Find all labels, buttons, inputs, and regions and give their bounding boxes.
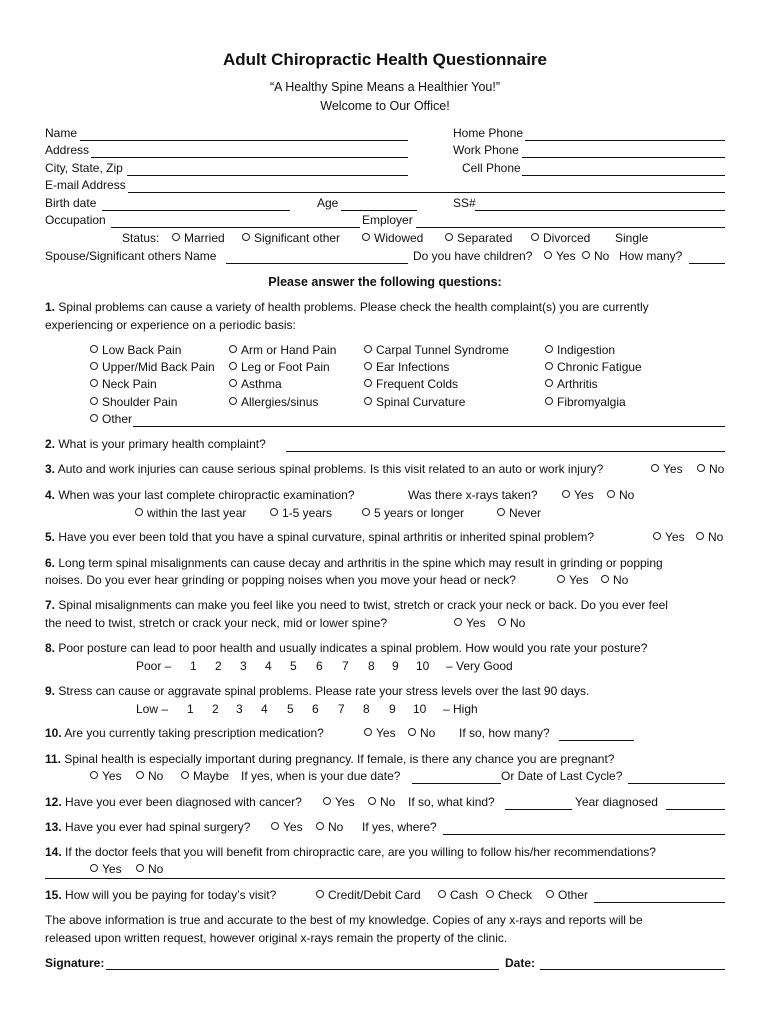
occupation-label: Occupation xyxy=(45,213,106,227)
q4-5-years-longer[interactable]: 5 years or longer xyxy=(362,506,464,521)
q1-ear-infections[interactable]: Ear Infections xyxy=(364,360,449,375)
children-label: Do you have children? xyxy=(413,249,533,263)
radio-icon xyxy=(546,890,554,898)
birth-date-label: Birth date xyxy=(45,196,97,210)
checkbox-icon xyxy=(90,345,98,353)
checkbox-icon xyxy=(90,379,98,387)
q8-rating-3[interactable]: 3 xyxy=(240,659,247,673)
radio-icon xyxy=(601,575,609,583)
children-no[interactable]: No xyxy=(582,249,609,264)
q15-credit-card[interactable]: Credit/Debit Card xyxy=(316,888,421,903)
q12-text: 12. Have you ever been diagnosed with cancer? xyxy=(45,795,302,809)
q15-other-field[interactable] xyxy=(594,890,725,903)
name-field[interactable] xyxy=(80,128,408,141)
q12-year-field[interactable] xyxy=(666,797,725,810)
how-many-label: How many? xyxy=(619,249,683,263)
radio-icon xyxy=(90,771,98,779)
radio-icon xyxy=(696,532,704,540)
work-phone-label: Work Phone xyxy=(453,143,519,157)
q11-due-label: If yes, when is your due date? xyxy=(241,769,401,783)
q9-rating-4[interactable]: 4 xyxy=(261,702,268,716)
radio-icon xyxy=(135,508,143,516)
address-field[interactable] xyxy=(91,145,408,158)
q13-where-field[interactable] xyxy=(443,822,725,835)
checkbox-icon xyxy=(229,362,237,370)
q15-text: 15. How will you be paying for today’s visit? xyxy=(45,888,277,902)
disclaimer-text: The above information is true and accurate to the best of my knowledge. Copies of any x-rays and reports will be xyxy=(45,913,643,927)
radio-icon xyxy=(557,575,565,583)
city-label: City, State, Zip xyxy=(45,161,123,175)
home-phone-label: Home Phone xyxy=(453,126,524,140)
q8-low-label: Poor – xyxy=(136,659,172,673)
email-field[interactable] xyxy=(128,180,725,193)
q9-rating-7[interactable]: 7 xyxy=(338,702,345,716)
status-single[interactable]: Single xyxy=(615,231,649,245)
q12-no[interactable]: No xyxy=(368,795,395,810)
q1-indigestion[interactable]: Indigestion xyxy=(545,343,615,358)
checkbox-icon xyxy=(229,379,237,387)
q8-rating-10[interactable]: 10 xyxy=(416,659,430,673)
q4-within-year[interactable]: within the last year xyxy=(135,506,246,521)
checkbox-icon xyxy=(545,362,553,370)
q10-no[interactable]: No xyxy=(408,726,435,741)
checkbox-icon xyxy=(229,397,237,405)
radio-icon xyxy=(651,464,659,472)
date-label: Date: xyxy=(505,956,536,970)
q3-yes[interactable]: Yes xyxy=(651,462,683,477)
q4-xray-label: Was there x-rays taken? xyxy=(408,488,538,502)
q9-low-label: Low – xyxy=(136,702,169,716)
checkbox-icon xyxy=(364,397,372,405)
date-field[interactable] xyxy=(540,957,725,970)
status-divorced[interactable]: Divorced xyxy=(531,231,590,246)
radio-icon xyxy=(408,728,416,736)
radio-icon xyxy=(498,618,506,626)
q10-how-many-field[interactable] xyxy=(559,728,634,741)
signature-label: Signature: xyxy=(45,956,105,970)
q7-text-cont: the need to twist, stretch or crack your neck, mid or lower spine? xyxy=(45,616,388,630)
radio-icon xyxy=(454,618,462,626)
q12-yes[interactable]: Yes xyxy=(323,795,355,810)
work-phone-field[interactable] xyxy=(522,145,725,158)
spouse-field[interactable] xyxy=(226,251,408,264)
q1-arthritis[interactable]: Arthritis xyxy=(545,377,598,392)
q6-text-cont: noises. Do you ever hear grinding or popping noises when you move your head or neck? xyxy=(45,573,516,587)
q8-rating-6[interactable]: 6 xyxy=(316,659,323,673)
checkbox-icon xyxy=(364,345,372,353)
status-widowed[interactable]: Widowed xyxy=(362,231,423,246)
radio-icon xyxy=(181,771,189,779)
radio-icon xyxy=(544,251,552,259)
q1-other[interactable]: Other xyxy=(90,412,132,427)
checkbox-icon xyxy=(90,362,98,370)
employer-label: Employer xyxy=(362,213,413,227)
birth-date-field[interactable] xyxy=(102,198,290,211)
q1-fibromyalgia[interactable]: Fibromyalgia xyxy=(545,395,626,410)
q11-due-field[interactable] xyxy=(412,771,501,784)
email-label: E-mail Address xyxy=(45,178,126,192)
q9-rating-8[interactable]: 8 xyxy=(363,702,370,716)
cell-phone-field[interactable] xyxy=(522,163,725,176)
page-title: Adult Chiropractic Health Questionnaire xyxy=(223,50,547,69)
q11-no[interactable]: No xyxy=(136,769,163,784)
q14-text: 14. If the doctor feels that you will benefit from chiropractic care, are you willing to follow his/her recommendations? xyxy=(45,845,656,859)
disclaimer-text-cont: released upon written request, however original x-rays remain the property of the clinic. xyxy=(45,931,508,945)
q13-where-label: If yes, where? xyxy=(362,820,437,834)
q13-yes[interactable]: Yes xyxy=(271,820,303,835)
q8-rating-4[interactable]: 4 xyxy=(265,659,272,673)
q11-text: 11. Spinal health is especially important during pregnancy. If female, is there any chance you are pregnant? xyxy=(45,752,615,766)
q10-text: 10. Are you currently taking prescription medication? xyxy=(45,726,324,740)
age-field[interactable] xyxy=(341,198,417,211)
q7-yes[interactable]: Yes xyxy=(454,616,486,631)
radio-icon xyxy=(362,508,370,516)
q1-upper-mid-back-pain[interactable]: Upper/Mid Back Pain xyxy=(90,360,215,375)
q11-maybe[interactable]: Maybe xyxy=(181,769,229,784)
welcome-text: Welcome to Our Office! xyxy=(320,99,450,113)
q8-rating-2[interactable]: 2 xyxy=(215,659,222,673)
radio-icon xyxy=(607,490,615,498)
q1-carpal-tunnel[interactable]: Carpal Tunnel Syndrome xyxy=(364,343,509,358)
checkbox-icon xyxy=(90,397,98,405)
radio-icon xyxy=(582,251,590,259)
checkbox-icon xyxy=(545,379,553,387)
q9-high-label: – High xyxy=(443,702,478,716)
spouse-label: Spouse/Significant others Name xyxy=(45,249,217,263)
q10-follow-label: If so, how many? xyxy=(459,726,550,740)
q14-no[interactable]: No xyxy=(136,862,163,877)
q9-rating-3[interactable]: 3 xyxy=(236,702,243,716)
q5-yes[interactable]: Yes xyxy=(653,530,685,545)
q9-rating-5[interactable]: 5 xyxy=(287,702,294,716)
q14-line[interactable] xyxy=(45,866,725,879)
q11-cycle-field[interactable] xyxy=(628,771,725,784)
radio-icon xyxy=(562,490,570,498)
status-separated[interactable]: Separated xyxy=(445,231,512,246)
radio-icon xyxy=(653,532,661,540)
q1-text-cont: experiencing or experience on a periodic basis: xyxy=(45,318,296,332)
q8-rating-9[interactable]: 9 xyxy=(392,659,399,673)
name-label: Name xyxy=(45,126,78,140)
q1-spinal-curvature[interactable]: Spinal Curvature xyxy=(364,395,465,410)
radio-icon xyxy=(697,464,705,472)
how-many-field[interactable] xyxy=(689,251,725,264)
q3-text: 3. Auto and work injuries can cause serious spinal problems. Is this visit related to an auto or work injury? xyxy=(45,462,604,476)
status-label: Status: xyxy=(122,231,160,245)
children-yes[interactable]: Yes xyxy=(544,249,576,264)
q5-no[interactable]: No xyxy=(696,530,723,545)
q13-text: 13. Have you ever had spinal surgery? xyxy=(45,820,251,834)
q1-neck-pain[interactable]: Neck Pain xyxy=(90,377,157,392)
q1-frequent-colds[interactable]: Frequent Colds xyxy=(364,377,458,392)
radio-icon xyxy=(242,233,250,241)
q9-rating-1[interactable]: 1 xyxy=(187,702,194,716)
q13-no[interactable]: No xyxy=(316,820,343,835)
q7-no[interactable]: No xyxy=(498,616,525,631)
checkbox-icon xyxy=(229,345,237,353)
status-married[interactable]: Married xyxy=(172,231,225,246)
radio-icon xyxy=(172,233,180,241)
q8-high-label: – Very Good xyxy=(446,659,513,673)
radio-icon xyxy=(368,797,376,805)
cell-phone-label: Cell Phone xyxy=(462,161,521,175)
checkbox-icon xyxy=(364,379,372,387)
q1-asthma[interactable]: Asthma xyxy=(229,377,282,392)
radio-icon xyxy=(438,890,446,898)
q8-rating-8[interactable]: 8 xyxy=(368,659,375,673)
q4-never[interactable]: Never xyxy=(497,506,541,521)
q8-rating-1[interactable]: 1 xyxy=(190,659,197,673)
q12-what-label: If so, what kind? xyxy=(408,795,495,809)
occupation-field[interactable] xyxy=(111,215,360,228)
q6-yes[interactable]: Yes xyxy=(557,573,589,588)
q1-leg-foot-pain[interactable]: Leg or Foot Pain xyxy=(229,360,330,375)
home-phone-field[interactable] xyxy=(525,128,725,141)
q11-cycle-label: Or Date of Last Cycle? xyxy=(501,769,623,783)
q4-xray-no[interactable]: No xyxy=(607,488,634,503)
q2-field[interactable] xyxy=(286,439,725,452)
q9-rating-2[interactable]: 2 xyxy=(212,702,219,716)
ssn-label: SS# xyxy=(453,196,476,210)
q15-other[interactable]: Other xyxy=(546,888,588,903)
address-label: Address xyxy=(45,143,90,157)
q8-text: 8. Poor posture can lead to poor health and usually indicates a spinal problem. How would you rate your posture? xyxy=(45,641,648,655)
q9-rating-10[interactable]: 10 xyxy=(413,702,427,716)
checkbox-icon xyxy=(545,345,553,353)
q9-text: 9. Stress can cause or aggravate spinal problems. Please rate your stress levels over the last 90 days. xyxy=(45,684,590,698)
radio-icon xyxy=(445,233,453,241)
radio-icon xyxy=(323,797,331,805)
status-significant-other[interactable]: Significant other xyxy=(242,231,340,246)
checkbox-icon xyxy=(364,362,372,370)
radio-icon xyxy=(270,508,278,516)
age-label: Age xyxy=(317,196,339,210)
q1-allergies[interactable]: Allergies/sinus xyxy=(229,395,318,410)
radio-icon xyxy=(362,233,370,241)
q1-chronic-fatigue[interactable]: Chronic Fatigue xyxy=(545,360,642,375)
radio-icon xyxy=(497,508,505,516)
radio-icon xyxy=(531,233,539,241)
employer-field[interactable] xyxy=(416,215,725,228)
checkbox-icon xyxy=(545,397,553,405)
q4-1-5-years[interactable]: 1-5 years xyxy=(270,506,332,521)
q4-text: 4. When was your last complete chiropractic examination? xyxy=(45,488,355,502)
radio-icon xyxy=(364,728,372,736)
q10-yes[interactable]: Yes xyxy=(364,726,396,741)
q15-cash[interactable]: Cash xyxy=(438,888,478,903)
q5-text: 5. Have you ever been told that you have a spinal curvature, spinal arthritis or inherited spinal problem? xyxy=(45,530,594,544)
section-heading: Please answer the following questions: xyxy=(268,275,502,289)
q8-rating-5[interactable]: 5 xyxy=(290,659,297,673)
radio-icon xyxy=(316,822,324,830)
q2-text: 2. What is your primary health complaint? xyxy=(45,437,266,451)
q6-no[interactable]: No xyxy=(601,573,628,588)
q1-shoulder-pain[interactable]: Shoulder Pain xyxy=(90,395,177,410)
q1-other-field[interactable] xyxy=(133,414,725,427)
ssn-field[interactable] xyxy=(475,198,725,211)
q4-xray-yes[interactable]: Yes xyxy=(562,488,594,503)
city-field[interactable] xyxy=(127,163,408,176)
q9-rating-6[interactable]: 6 xyxy=(312,702,319,716)
q1-text: 1. Spinal problems can cause a variety of health problems. Please check the health complaint(s) you are currently xyxy=(45,300,649,314)
q1-low-back-pain[interactable]: Low Back Pain xyxy=(90,343,181,358)
radio-icon xyxy=(486,890,494,898)
radio-icon xyxy=(316,890,324,898)
q8-rating-7[interactable]: 7 xyxy=(342,659,349,673)
signature-field[interactable] xyxy=(106,957,499,970)
checkbox-icon xyxy=(90,414,98,422)
q15-check[interactable]: Check xyxy=(486,888,532,903)
q9-rating-9[interactable]: 9 xyxy=(389,702,396,716)
q6-text: 6. Long term spinal misalignments can cause decay and arthritis in the spine which may result in grinding or popping xyxy=(45,556,663,570)
radio-icon xyxy=(136,771,144,779)
q7-text: 7. Spinal misalignments can make you feel like you need to twist, stretch or crack your neck or back. Do you ever feel xyxy=(45,598,668,612)
q12-year-label: Year diagnosed xyxy=(575,795,658,809)
q1-arm-hand-pain[interactable]: Arm or Hand Pain xyxy=(229,343,336,358)
tagline: “A Healthy Spine Means a Healthier You!” xyxy=(270,80,500,94)
q14-yes[interactable]: Yes xyxy=(90,862,122,877)
q11-yes[interactable]: Yes xyxy=(90,769,122,784)
q3-no[interactable]: No xyxy=(697,462,724,477)
q12-what-field[interactable] xyxy=(505,797,572,810)
radio-icon xyxy=(271,822,279,830)
